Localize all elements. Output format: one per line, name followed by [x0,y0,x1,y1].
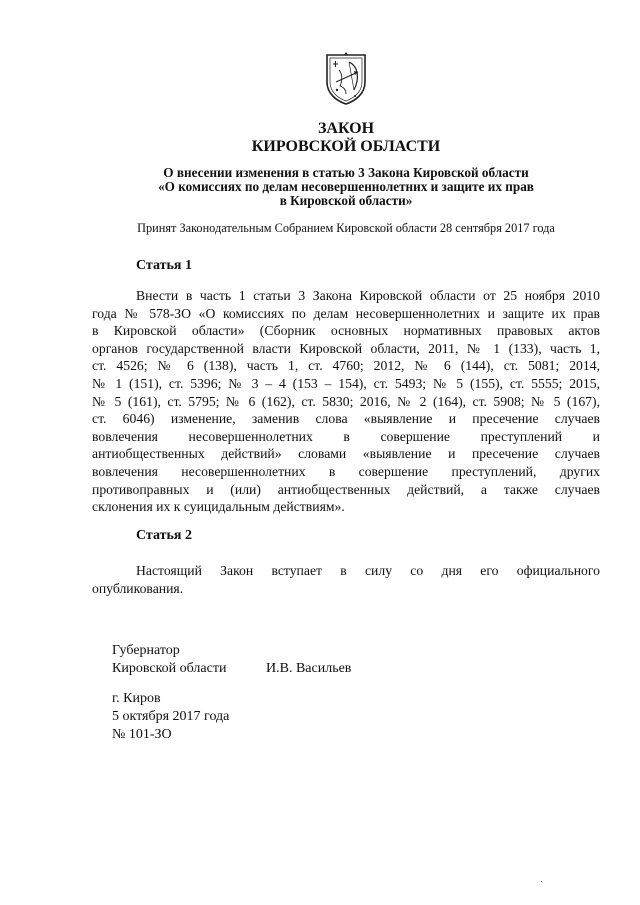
coat-of-arms-icon [324,52,368,106]
text-line: вовлечения несовершеннолетних в совершение преступлений, других [92,463,600,479]
adoption-note: Принят Законодательным Собранием Кировской области 28 сентября 2017 года [137,221,555,235]
text-line: ст. 6046) изменение, заменив слова «выявление и пресечение случаев [92,411,600,427]
city: г. Киров [112,691,161,706]
place-and-date [112,690,229,744]
text-line: в Кировской области» (Сборник основных нормативных правовых актов [92,323,600,339]
text-line: Настоящий Закон вступает в силу со дня его официального [136,563,600,578]
text-line: антиобщественных действий» словами «выявление и пресечение случаев [92,446,600,462]
region-title: КИРОВСКОЙ ОБЛАСТИ [251,138,441,155]
position-line: Кировской области [112,661,227,676]
text-line: года № 578-ЗО «О комиссиях по делам несовершеннолетних и защите их прав [92,305,600,321]
law-subtitle-line: О внесении изменения в статью 3 Закона Кировской области [163,165,529,180]
law-subtitle-line: в Кировской области» [279,193,413,208]
text-line: вовлечения несовершеннолетних в совершение преступлений и [92,428,600,444]
signatory-name: И.В. Васильев [266,661,352,676]
article-1-heading: Статья 1 [136,258,192,273]
text-line: № 5 (161), ст. 5795; № 6 (162), ст. 5830; 2016, № 2 (164), ст. 5908; № 5 (167), [92,393,600,409]
signing-date: 5 октября 2017 года [112,709,230,724]
scan-mark-icon: ˎ [540,872,544,883]
text-line: противоправных и (или) антиобщественных действий, а также случаев [92,481,600,497]
text-line: опубликования. [92,580,184,596]
law-number: № 101-ЗО [112,727,172,742]
text-line: Внести в часть 1 статьи 3 Закона Кировской области от 25 ноября 2010 [136,288,600,303]
text-line: склонения их к суицидальным действиям». [92,499,345,515]
text-line: ст. 4526; № 6 (138), часть 1, ст. 4760; 2012, № 6 (144), ст. 5081; 2014, [92,358,600,374]
text-line: № 1 (151), ст. 5396; № 3 – 4 (153 – 154), ст. 5493; № 5 (155), ст. 5555; 2015, [92,375,600,391]
law-subtitle-line: «О комиссиях по делам несовершеннолетних и защите их прав [158,179,534,194]
article-1-text [92,287,600,516]
document-type-title: ЗАКОН [317,120,375,137]
position-line: Губернатор [112,643,180,658]
article-2-text [92,562,600,597]
article-2-heading: Статья 2 [136,528,192,543]
signatory-position [112,642,226,678]
text-line: органов государственной власти Кировской области, 2011, № 1 (133), часть 1, [92,340,600,356]
